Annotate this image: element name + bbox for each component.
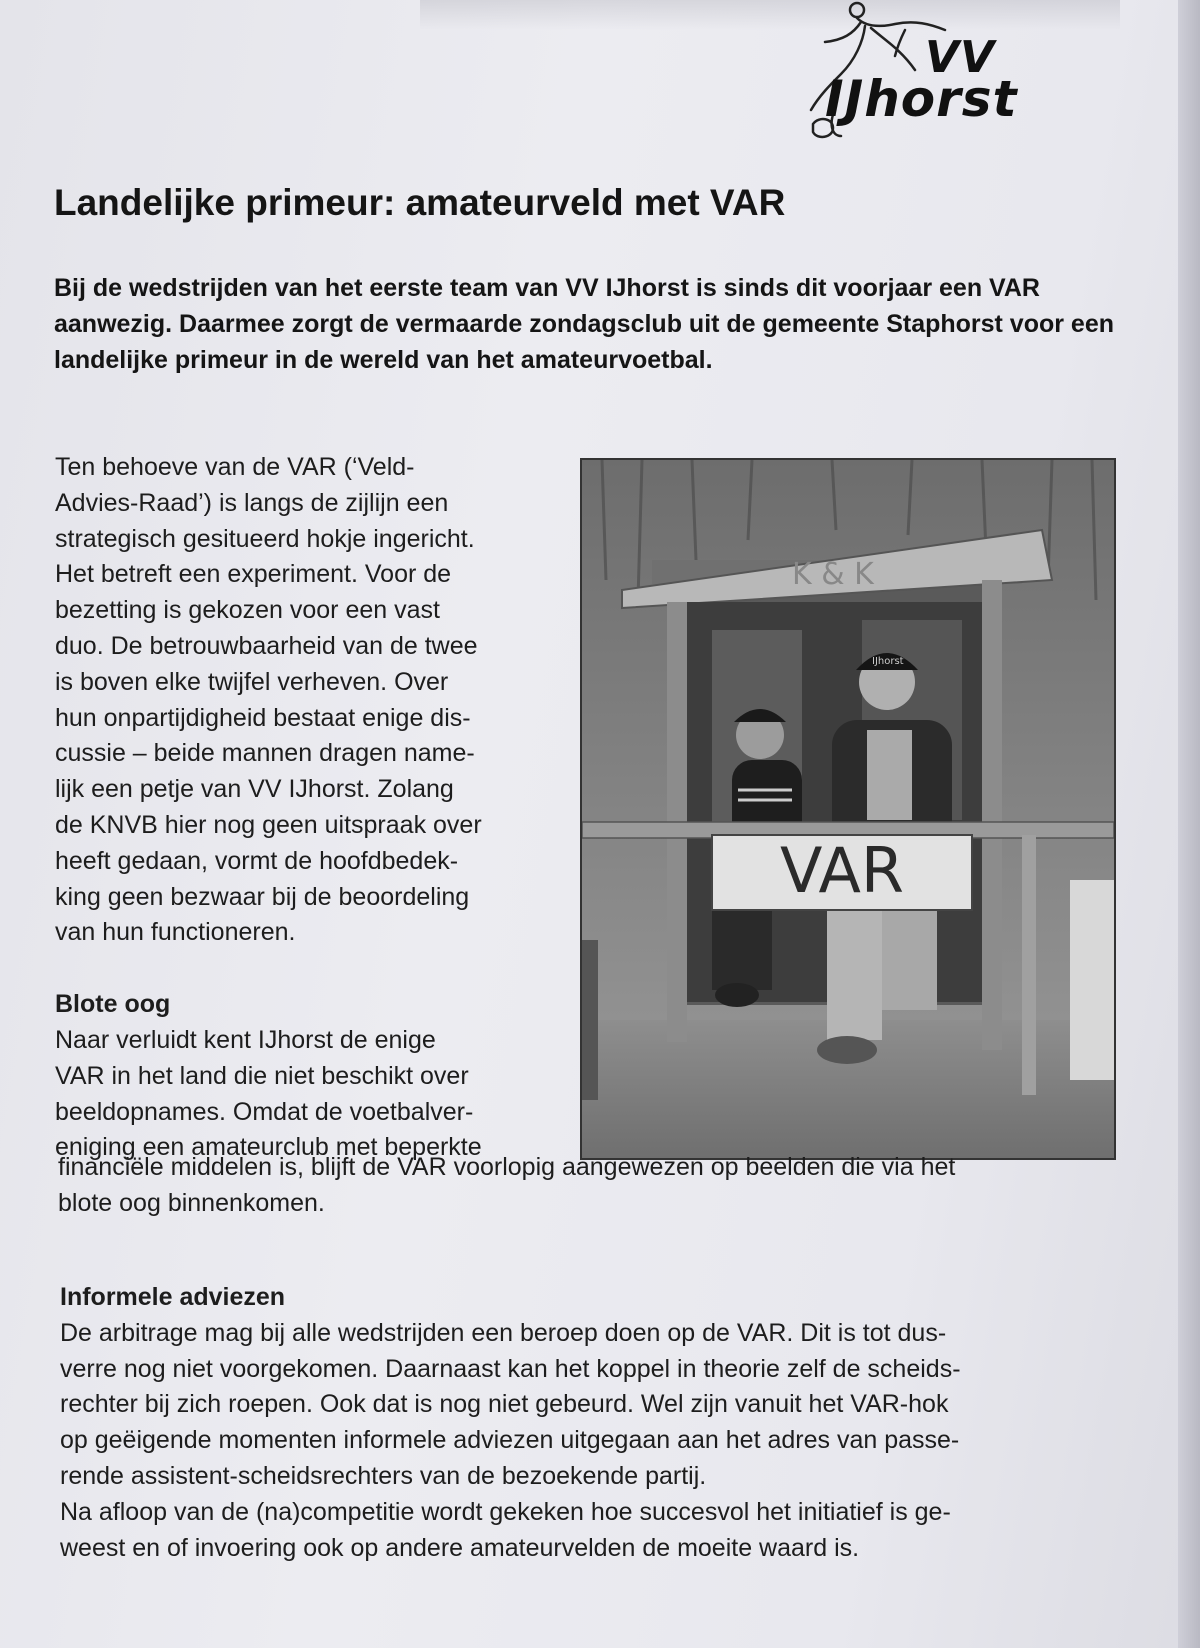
logo-vv-text: VV [925, 32, 996, 83]
section2-line: weest en of invoering ook op andere amateurvelden de moeite waard is. [60, 1533, 860, 1562]
section1-line: eniging een amateurclub met beperkte [55, 1133, 482, 1162]
section1-line: beeldopnames. Omdat de voetbalver- [55, 1097, 474, 1126]
section2-line: Na afloop van de (na)competitie wordt gekeken hoe succesvol het initiatief is ge- [60, 1497, 951, 1526]
left-column [55, 450, 575, 1166]
article-lead: Bij de wedstrijden van het eerste team van VV IJhorst is sinds dit voorjaar een VAR aanwezig. Daarmee zorgt de vermaarde zondagsclub uit de gemeente Staphorst voor een landelijke primeur in de wereld van het amateurvoetbal. [54, 274, 1115, 374]
intro-line: Ten behoeve van de VAR (‘Veld- [55, 453, 415, 481]
section2-line: op geëigende momenten informele adviezen uitgegaan aan het adres van passe- [60, 1426, 960, 1455]
intro-line: strategisch gesitueerd hokje ingericht. [55, 524, 475, 553]
section1-full-line: blote oog binnenkomen. [58, 1188, 325, 1217]
section-heading-informele-adviezen: Informele adviezen [60, 1283, 286, 1311]
section-informele-adviezen [60, 1280, 1120, 1566]
intro-line: lijk een petje van VV IJhorst. Zolang [55, 775, 454, 804]
section1-full-line: financiële middelen is, blijft de VAR voorlopig aangewezen op beelden die via het [58, 1153, 956, 1181]
photo-illustration [582, 460, 1114, 1158]
var-booth-photo [580, 458, 1116, 1160]
var-sign-text: VAR [780, 834, 904, 907]
section2-line: verre nog niet voorgekomen. Daarnaast kan het koppel in theorie zelf de scheids- [60, 1354, 961, 1383]
full-width-continuation [58, 1150, 1118, 1222]
logo-club-name: IJhorst [825, 70, 1018, 128]
section1-line: Naar verluidt kent IJhorst de enige [55, 1025, 436, 1054]
section2-line: rende assistent-scheidsrechters van de bezoekende partij. [60, 1461, 707, 1490]
intro-line: king geen bezwaar bij de beoordeling [55, 882, 470, 911]
section-heading-blote-oog: Blote oog [55, 990, 171, 1019]
intro-line: Het betreft een experiment. Voor de [55, 560, 452, 589]
cap-logo-text: IJhorst [872, 656, 904, 667]
intro-line: de KNVB hier nog geen uitspraak over [55, 810, 482, 839]
intro-line: hun onpartijdigheid bestaat enige dis- [55, 703, 471, 732]
club-logo [805, 0, 1095, 150]
page-fold-shadow [1178, 0, 1200, 1648]
intro-line: duo. De betrouwbaarheid van de twee [55, 631, 478, 660]
section2-line: rechter bij zich roepen. Ook dat is nog niet gebeurd. Wel zijn vanuit het VAR-hok [60, 1390, 949, 1419]
section2-line: De arbitrage mag bij alle wedstrijden een beroep doen op de VAR. Dit is tot dus- [60, 1318, 947, 1347]
intro-line: heeft gedaan, vormt de hoofdbedek- [55, 846, 459, 875]
intro-line: Advies-Raad’) is langs de zijlijn een [55, 488, 449, 517]
intro-line: is boven elke twijfel verheven. Over [55, 667, 449, 696]
section1-line: VAR in het land die niet beschikt over [55, 1061, 469, 1090]
article-title: Landelijke primeur: amateurveld met VAR [54, 182, 786, 223]
intro-line: van hun functioneren. [55, 918, 296, 947]
intro-line: cussie – beide mannen dragen name- [55, 739, 475, 768]
intro-line: bezetting is gekozen voor een vast [55, 596, 440, 625]
roof-letters: K & K [792, 557, 874, 592]
